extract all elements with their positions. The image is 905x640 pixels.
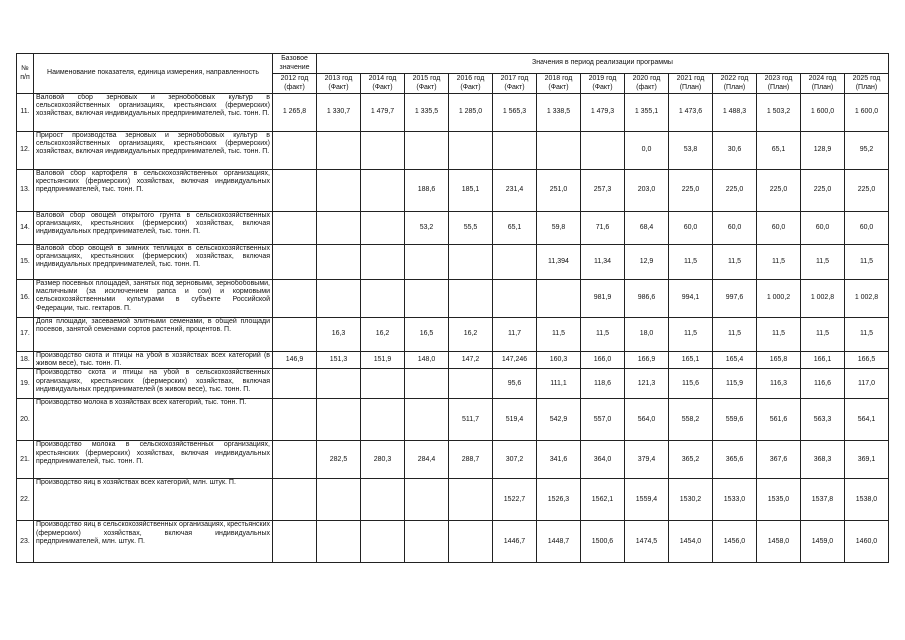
value-cell bbox=[317, 212, 361, 245]
value-cell: 282,5 bbox=[317, 441, 361, 479]
table-row bbox=[17, 280, 889, 318]
value-cell: 511,7 bbox=[449, 399, 493, 441]
value-cell: 1 335,5 bbox=[405, 94, 449, 132]
table-body bbox=[17, 94, 889, 563]
year-header: 2014 год (Факт) bbox=[361, 74, 405, 94]
value-cell bbox=[493, 245, 537, 280]
year-header: 2013 год (Факт) bbox=[317, 74, 361, 94]
value-cell: 558,2 bbox=[669, 399, 713, 441]
value-cell: 60,0 bbox=[801, 212, 845, 245]
value-cell: 165,1 bbox=[669, 352, 713, 369]
year-header: 2017 год (Факт) bbox=[493, 74, 537, 94]
row-number: 16. bbox=[17, 280, 34, 318]
indicator-name: Валовой сбор картофеля в сельскохозяйственных организациях, крестьянских (фермерских) хозяйствах, включая индивидуальных предпринимателей, тыс. тонн. П. bbox=[34, 170, 273, 212]
value-cell bbox=[449, 479, 493, 521]
value-cell: 12,9 bbox=[625, 245, 669, 280]
value-cell: 95,2 bbox=[845, 132, 889, 170]
year-header: 2020 год (факт) bbox=[625, 74, 669, 94]
value-cell: 284,4 bbox=[405, 441, 449, 479]
value-cell: 53,8 bbox=[669, 132, 713, 170]
value-cell: 1562,1 bbox=[581, 479, 625, 521]
value-cell: 18,0 bbox=[625, 318, 669, 352]
value-cell bbox=[361, 521, 405, 563]
value-cell: 203,0 bbox=[625, 170, 669, 212]
value-cell: 65,1 bbox=[757, 132, 801, 170]
header-num: № п/п bbox=[17, 54, 34, 94]
header-name: Наименование показателя, единица измерения, направленность bbox=[34, 54, 273, 94]
value-cell: 16,5 bbox=[405, 318, 449, 352]
value-cell: 59,8 bbox=[537, 212, 581, 245]
value-cell: 11,5 bbox=[537, 318, 581, 352]
value-cell: 1 285,0 bbox=[449, 94, 493, 132]
value-cell: 1535,0 bbox=[757, 479, 801, 521]
year-header: 2015 год (Факт) bbox=[405, 74, 449, 94]
value-cell: 11,5 bbox=[845, 245, 889, 280]
year-header: 2012 год (факт) bbox=[273, 74, 317, 94]
value-cell: 225,0 bbox=[801, 170, 845, 212]
value-cell: 1 600,0 bbox=[801, 94, 845, 132]
value-cell bbox=[317, 280, 361, 318]
value-cell: 1526,3 bbox=[537, 479, 581, 521]
value-cell: 559,6 bbox=[713, 399, 757, 441]
year-header: 2022 год (План) bbox=[713, 74, 757, 94]
value-cell bbox=[449, 132, 493, 170]
row-number: 23. bbox=[17, 521, 34, 563]
value-cell bbox=[273, 212, 317, 245]
value-cell: 11,5 bbox=[845, 318, 889, 352]
value-cell: 1 600,0 bbox=[845, 94, 889, 132]
table-row bbox=[17, 352, 889, 369]
value-cell: 71,6 bbox=[581, 212, 625, 245]
value-cell bbox=[405, 369, 449, 399]
value-cell bbox=[317, 170, 361, 212]
value-cell: 1454,0 bbox=[669, 521, 713, 563]
year-header: 2023 год (План) bbox=[757, 74, 801, 94]
header-base: Базовое значение bbox=[273, 54, 317, 74]
value-cell: 1 000,2 bbox=[757, 280, 801, 318]
value-cell bbox=[273, 245, 317, 280]
value-cell bbox=[581, 132, 625, 170]
value-cell: 166,0 bbox=[581, 352, 625, 369]
header-period: Значения в период реализации программы bbox=[317, 54, 889, 74]
value-cell: 11,5 bbox=[581, 318, 625, 352]
value-cell: 994,1 bbox=[669, 280, 713, 318]
value-cell: 369,1 bbox=[845, 441, 889, 479]
value-cell: 30,6 bbox=[713, 132, 757, 170]
value-cell bbox=[449, 521, 493, 563]
value-cell: 307,2 bbox=[493, 441, 537, 479]
value-cell bbox=[317, 245, 361, 280]
value-cell bbox=[405, 132, 449, 170]
table-row bbox=[17, 369, 889, 399]
value-cell: 11,5 bbox=[801, 318, 845, 352]
value-cell: 561,6 bbox=[757, 399, 801, 441]
value-cell: 1458,0 bbox=[757, 521, 801, 563]
value-cell: 11,7 bbox=[493, 318, 537, 352]
value-cell bbox=[361, 212, 405, 245]
indicator-name: Производство яиц в хозяйствах всех категорий, млн. штук. П. bbox=[34, 479, 273, 521]
value-cell bbox=[449, 369, 493, 399]
value-cell: 288,7 bbox=[449, 441, 493, 479]
value-cell bbox=[405, 521, 449, 563]
value-cell: 225,0 bbox=[845, 170, 889, 212]
year-header: 2025 год (План) bbox=[845, 74, 889, 94]
value-cell: 280,3 bbox=[361, 441, 405, 479]
value-cell: 364,0 bbox=[581, 441, 625, 479]
value-cell: 16,3 bbox=[317, 318, 361, 352]
value-cell bbox=[273, 521, 317, 563]
value-cell: 1 338,5 bbox=[537, 94, 581, 132]
table-row bbox=[17, 94, 889, 132]
value-cell bbox=[361, 479, 405, 521]
value-cell: 1 565,3 bbox=[493, 94, 537, 132]
value-cell: 188,6 bbox=[405, 170, 449, 212]
value-cell: 146,9 bbox=[273, 352, 317, 369]
indicator-name: Доля площади, засеваемой элитными семенами, в общей площади посевов, занятой семенами сортов растений, процентов. П. bbox=[34, 318, 273, 352]
table-row bbox=[17, 521, 889, 563]
year-header: 2019 год (Факт) bbox=[581, 74, 625, 94]
value-cell: 365,6 bbox=[713, 441, 757, 479]
table-row bbox=[17, 441, 889, 479]
value-cell bbox=[361, 369, 405, 399]
value-cell: 55,5 bbox=[449, 212, 493, 245]
row-number: 17. bbox=[17, 318, 34, 352]
row-number: 13. bbox=[17, 170, 34, 212]
value-cell: 60,0 bbox=[713, 212, 757, 245]
indicators-table bbox=[16, 53, 889, 563]
value-cell: 1 473,6 bbox=[669, 94, 713, 132]
value-cell: 115,6 bbox=[669, 369, 713, 399]
value-cell bbox=[273, 280, 317, 318]
indicator-name: Производство молока в сельскохозяйственных организациях, крестьянских (фермерских) хозяйствах, включая индивидуальных предпринимателей, тыс. тонн. П. bbox=[34, 441, 273, 479]
value-cell: 151,3 bbox=[317, 352, 361, 369]
value-cell: 1459,0 bbox=[801, 521, 845, 563]
value-cell: 118,6 bbox=[581, 369, 625, 399]
value-cell: 165,4 bbox=[713, 352, 757, 369]
value-cell: 121,3 bbox=[625, 369, 669, 399]
indicator-name: Производство скота и птицы на убой в хозяйствах всех категорий (в живом весе), тыс. тонн. П. bbox=[34, 352, 273, 369]
value-cell bbox=[537, 132, 581, 170]
value-cell: 11,34 bbox=[581, 245, 625, 280]
value-cell bbox=[405, 280, 449, 318]
year-header: 2016 год (Факт) bbox=[449, 74, 493, 94]
indicator-name: Производство яиц в сельскохозяйственных организациях, крестьянских (фермерских) хозяйствах, включая индивидуальных предпринимателей, млн. штук. П. bbox=[34, 521, 273, 563]
value-cell: 68,4 bbox=[625, 212, 669, 245]
value-cell: 225,0 bbox=[757, 170, 801, 212]
value-cell: 128,9 bbox=[801, 132, 845, 170]
value-cell: 0,0 bbox=[625, 132, 669, 170]
value-cell: 341,6 bbox=[537, 441, 581, 479]
row-number: 22. bbox=[17, 479, 34, 521]
value-cell: 564,1 bbox=[845, 399, 889, 441]
value-cell: 11,5 bbox=[801, 245, 845, 280]
value-cell: 1 355,1 bbox=[625, 94, 669, 132]
value-cell: 1559,4 bbox=[625, 479, 669, 521]
value-cell: 1448,7 bbox=[537, 521, 581, 563]
value-cell: 368,3 bbox=[801, 441, 845, 479]
indicator-name: Валовой сбор зерновых и зернобобовых культур в сельскохозяйственных организациях, крестьянских (фермерских) хозяйствах, включая индивидуальных предпринимателей, тыс. тонн. П. bbox=[34, 94, 273, 132]
value-cell bbox=[449, 245, 493, 280]
value-cell: 11,5 bbox=[669, 318, 713, 352]
table-row bbox=[17, 212, 889, 245]
value-cell: 1530,2 bbox=[669, 479, 713, 521]
value-cell: 564,0 bbox=[625, 399, 669, 441]
row-number: 20. bbox=[17, 399, 34, 441]
value-cell: 1 002,8 bbox=[801, 280, 845, 318]
value-cell: 148,0 bbox=[405, 352, 449, 369]
value-cell: 95,6 bbox=[493, 369, 537, 399]
value-cell: 11,5 bbox=[757, 245, 801, 280]
table-row bbox=[17, 245, 889, 280]
value-cell: 1 479,7 bbox=[361, 94, 405, 132]
row-number: 11. bbox=[17, 94, 34, 132]
value-cell: 231,4 bbox=[493, 170, 537, 212]
row-number: 19. bbox=[17, 369, 34, 399]
value-cell: 1522,7 bbox=[493, 479, 537, 521]
value-cell: 1 002,8 bbox=[845, 280, 889, 318]
indicator-name: Производство скота и птицы на убой в сельскохозяйственных организациях, крестьянских (фермерских) хозяйствах, включая индивидуальных предпринимателей (в живом весе), тыс. тонн. П. bbox=[34, 369, 273, 399]
value-cell: 11,5 bbox=[713, 245, 757, 280]
value-cell: 367,6 bbox=[757, 441, 801, 479]
indicator-name: Прирост производства зерновых и зернобобовых культур в сельскохозяйственных организациях, крестьянских (фермерских) хозяйствах, включая индивидуальных предпринимателей, тыс. тонн. П. bbox=[34, 132, 273, 170]
value-cell: 981,9 bbox=[581, 280, 625, 318]
value-cell bbox=[537, 280, 581, 318]
value-cell: 1500,6 bbox=[581, 521, 625, 563]
indicator-name: Производство молока в хозяйствах всех категорий, тыс. тонн. П. bbox=[34, 399, 273, 441]
value-cell bbox=[273, 170, 317, 212]
value-cell bbox=[317, 132, 361, 170]
value-cell: 60,0 bbox=[669, 212, 713, 245]
value-cell: 11,394 bbox=[537, 245, 581, 280]
value-cell: 116,6 bbox=[801, 369, 845, 399]
value-cell: 1456,0 bbox=[713, 521, 757, 563]
value-cell: 111,1 bbox=[537, 369, 581, 399]
table-row bbox=[17, 132, 889, 170]
row-number: 15. bbox=[17, 245, 34, 280]
value-cell bbox=[405, 479, 449, 521]
value-cell: 53,2 bbox=[405, 212, 449, 245]
value-cell: 1 330,7 bbox=[317, 94, 361, 132]
value-cell: 60,0 bbox=[845, 212, 889, 245]
value-cell: 16,2 bbox=[449, 318, 493, 352]
indicator-name: Валовой сбор овощей в зимних теплицах в сельскохозяйственных организациях, крестьянских (фермерских) хозяйствах, включая индивидуальных предпринимателей, тыс. тонн. П. bbox=[34, 245, 273, 280]
indicator-name: Размер посевных площадей, занятых под зерновыми, зернобобовыми, масличными (за исключением рапса и сои) и кормовыми сельскохозяйственными культурами в субъекте Российской Федерации, тыс. гектаров. П. bbox=[34, 280, 273, 318]
value-cell bbox=[405, 245, 449, 280]
value-cell bbox=[361, 245, 405, 280]
value-cell: 151,9 bbox=[361, 352, 405, 369]
value-cell: 147,246 bbox=[493, 352, 537, 369]
year-header: 2021 год (План) bbox=[669, 74, 713, 94]
value-cell bbox=[361, 399, 405, 441]
value-cell: 166,5 bbox=[845, 352, 889, 369]
value-cell: 257,3 bbox=[581, 170, 625, 212]
table-row bbox=[17, 479, 889, 521]
value-cell: 542,9 bbox=[537, 399, 581, 441]
value-cell: 11,5 bbox=[713, 318, 757, 352]
value-cell bbox=[273, 132, 317, 170]
value-cell: 147,2 bbox=[449, 352, 493, 369]
value-cell: 11,5 bbox=[757, 318, 801, 352]
value-cell: 519,4 bbox=[493, 399, 537, 441]
value-cell: 365,2 bbox=[669, 441, 713, 479]
value-cell: 251,0 bbox=[537, 170, 581, 212]
row-number: 18. bbox=[17, 352, 34, 369]
value-cell: 166,1 bbox=[801, 352, 845, 369]
year-header: 2018 год (Факт) bbox=[537, 74, 581, 94]
value-cell: 1474,5 bbox=[625, 521, 669, 563]
value-cell: 185,1 bbox=[449, 170, 493, 212]
value-cell bbox=[493, 280, 537, 318]
value-cell: 1446,7 bbox=[493, 521, 537, 563]
row-number: 12. bbox=[17, 132, 34, 170]
value-cell: 997,6 bbox=[713, 280, 757, 318]
value-cell bbox=[405, 399, 449, 441]
value-cell: 166,9 bbox=[625, 352, 669, 369]
value-cell bbox=[493, 132, 537, 170]
value-cell: 65,1 bbox=[493, 212, 537, 245]
indicator-name: Валовой сбор овощей открытого грунта в сельскохозяйственных организациях, крестьянских (фермерских) хозяйствах, включая индивидуальных предпринимателей, тыс. тонн. П. bbox=[34, 212, 273, 245]
table-row bbox=[17, 399, 889, 441]
value-cell: 60,0 bbox=[757, 212, 801, 245]
value-cell: 160,3 bbox=[537, 352, 581, 369]
value-cell: 1 265,8 bbox=[273, 94, 317, 132]
value-cell: 1537,8 bbox=[801, 479, 845, 521]
value-cell: 563,3 bbox=[801, 399, 845, 441]
value-cell bbox=[273, 479, 317, 521]
table-row bbox=[17, 318, 889, 352]
value-cell bbox=[317, 521, 361, 563]
value-cell bbox=[361, 280, 405, 318]
value-cell bbox=[449, 280, 493, 318]
value-cell: 11,5 bbox=[669, 245, 713, 280]
value-cell: 1 488,3 bbox=[713, 94, 757, 132]
value-cell: 116,3 bbox=[757, 369, 801, 399]
value-cell bbox=[317, 479, 361, 521]
value-cell: 115,9 bbox=[713, 369, 757, 399]
value-cell: 1 479,3 bbox=[581, 94, 625, 132]
table-row bbox=[17, 170, 889, 212]
value-cell: 1 503,2 bbox=[757, 94, 801, 132]
value-cell bbox=[273, 399, 317, 441]
value-cell bbox=[361, 132, 405, 170]
value-cell: 379,4 bbox=[625, 441, 669, 479]
value-cell: 1533,0 bbox=[713, 479, 757, 521]
value-cell: 117,0 bbox=[845, 369, 889, 399]
value-cell: 165,8 bbox=[757, 352, 801, 369]
year-header: 2024 год (План) bbox=[801, 74, 845, 94]
value-cell: 557,0 bbox=[581, 399, 625, 441]
value-cell: 1538,0 bbox=[845, 479, 889, 521]
value-cell: 986,6 bbox=[625, 280, 669, 318]
value-cell bbox=[317, 369, 361, 399]
value-cell: 225,0 bbox=[713, 170, 757, 212]
value-cell: 16,2 bbox=[361, 318, 405, 352]
value-cell: 225,0 bbox=[669, 170, 713, 212]
row-number: 21. bbox=[17, 441, 34, 479]
value-cell bbox=[273, 318, 317, 352]
value-cell bbox=[273, 369, 317, 399]
value-cell bbox=[317, 399, 361, 441]
value-cell bbox=[273, 441, 317, 479]
row-number: 14. bbox=[17, 212, 34, 245]
value-cell bbox=[361, 170, 405, 212]
value-cell: 1460,0 bbox=[845, 521, 889, 563]
